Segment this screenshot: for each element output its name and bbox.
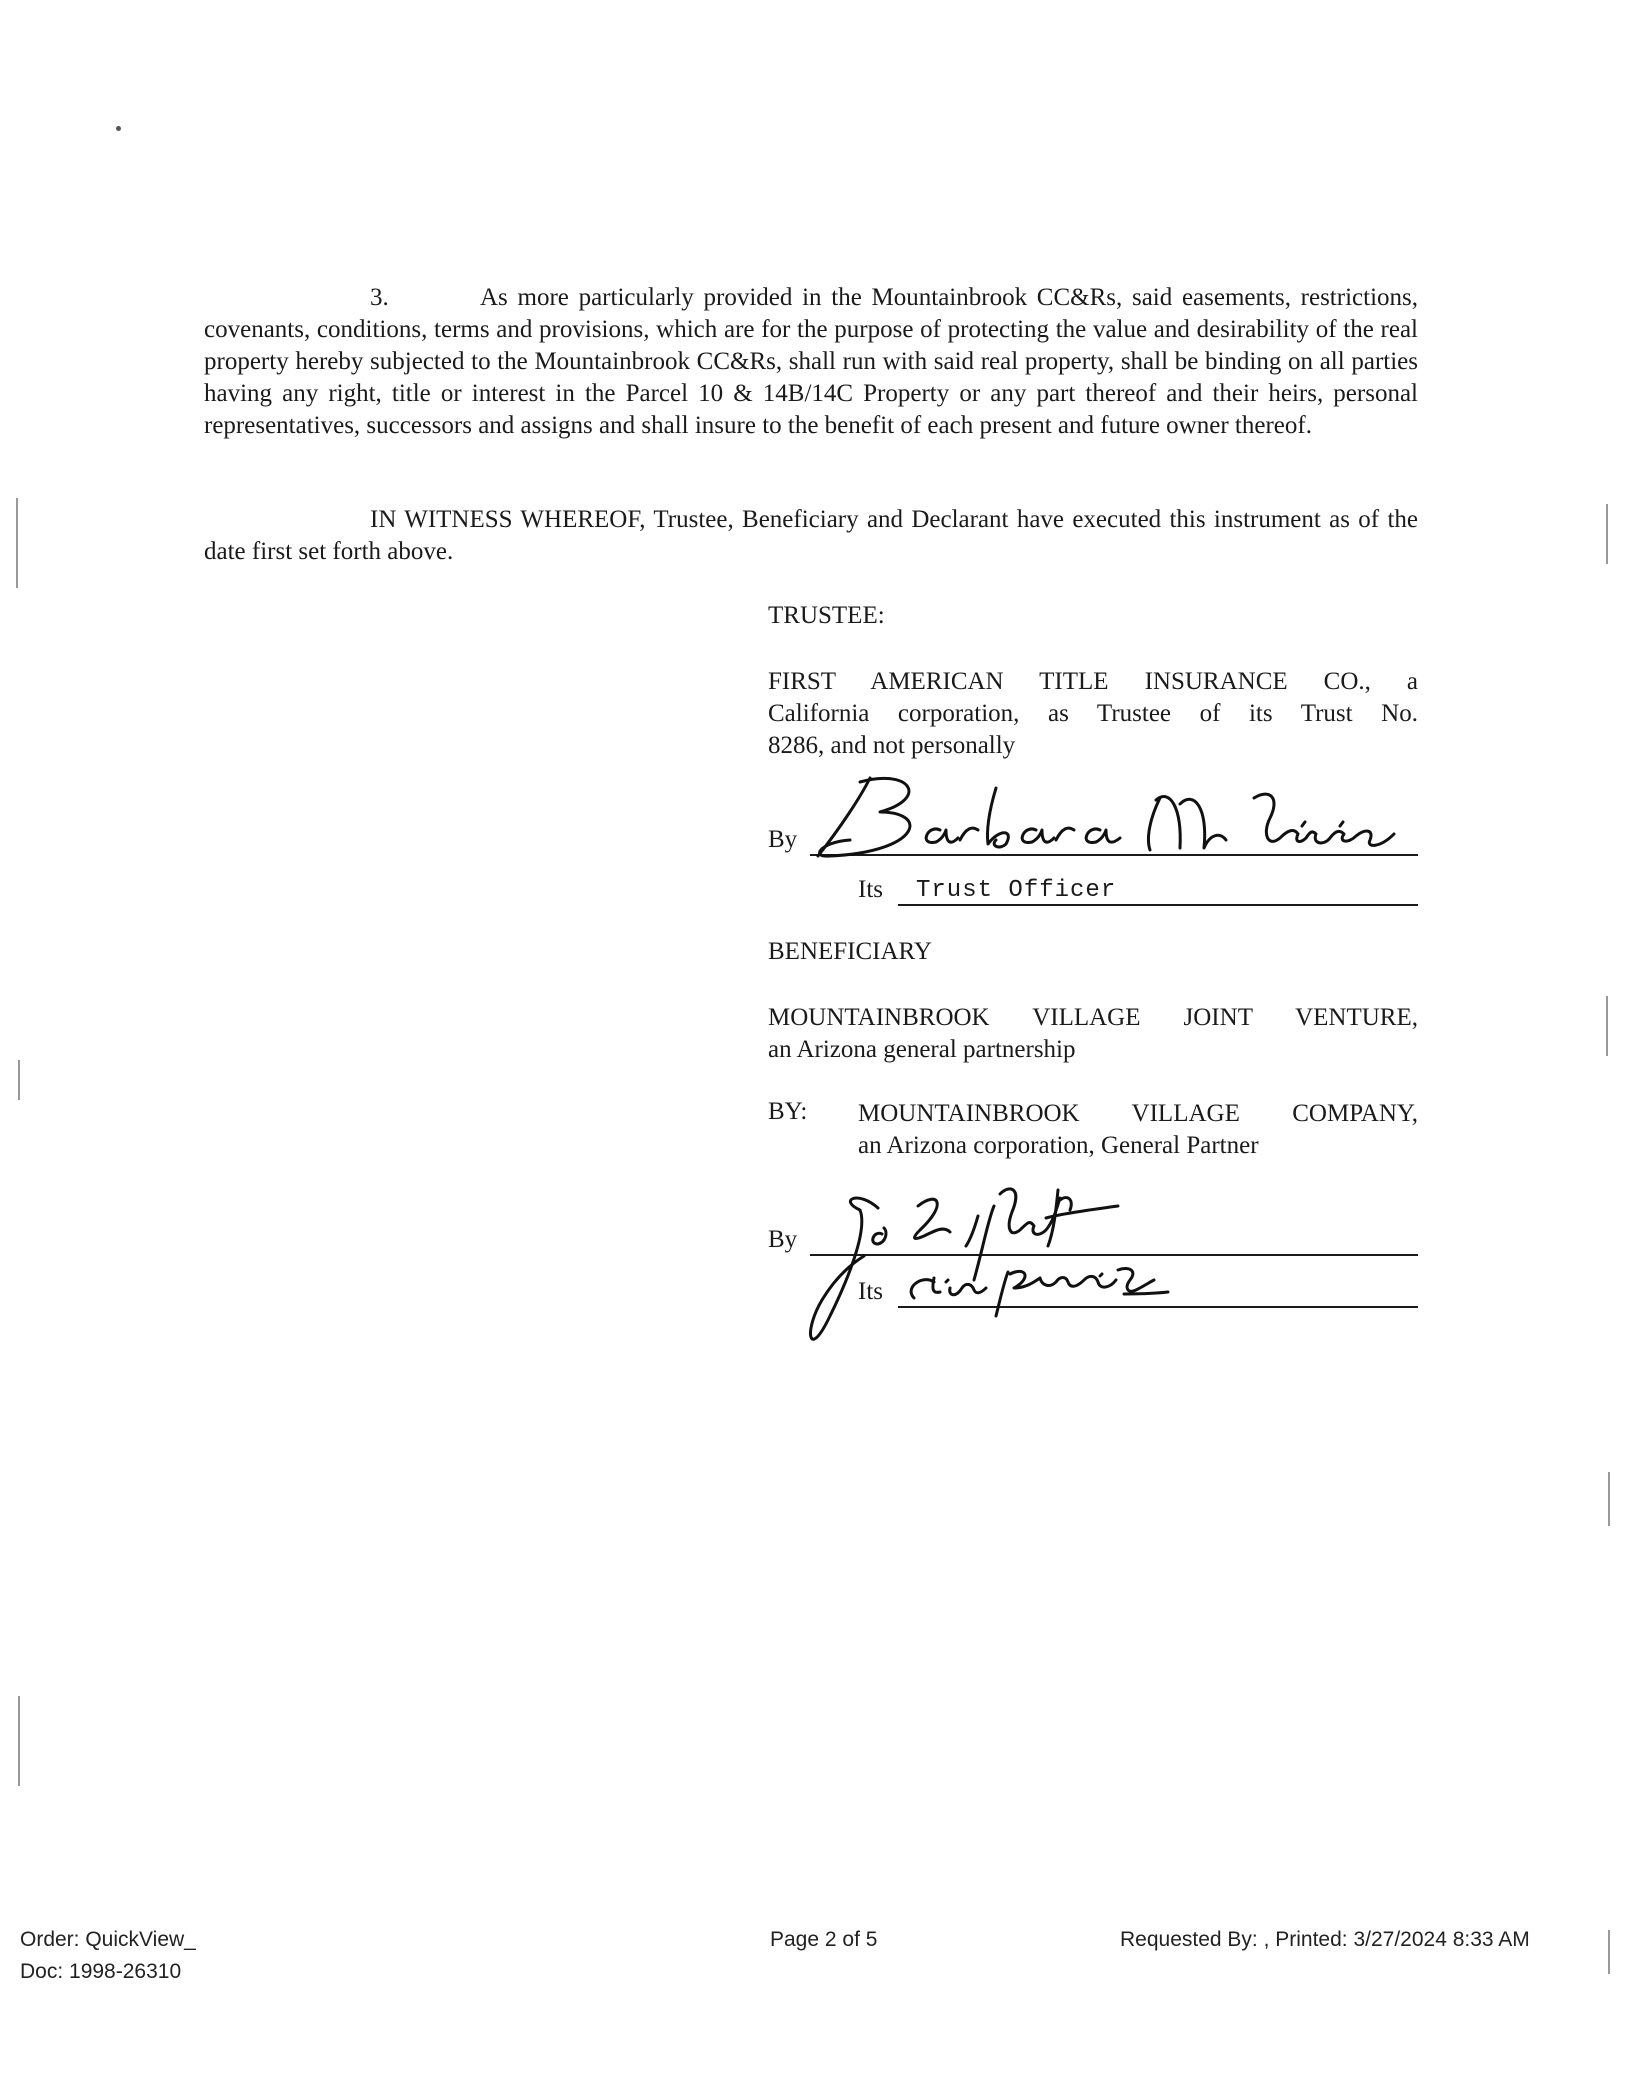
beneficiary-company: [858, 1098, 1418, 1162]
trustee-title: Trust Officer: [916, 877, 1117, 904]
footer-doc: Doc: 1998-26310: [20, 1960, 182, 1983]
company-line: an Arizona corporation, General Partner: [858, 1132, 1259, 1159]
scan-margin-mark: [18, 1696, 20, 1786]
paragraph-3-text: As more particularly provided in the Mountainbrook CC&Rs, said easements, restrictions, covenants, conditions, terms and provisions, which are for the purpose of protecting the value and desirability of the real property hereby subjected to the Mountainbrook CC&Rs, shall run with said real property, shall be binding on all parties having any right, title or interest in the Parcel 10 & 14B/14C Property or any part thereof and their heirs, personal representatives, successors and assigns and shall insure to the benefit of each present and future owner thereof.: [204, 284, 1418, 439]
trustee-its-line: [858, 868, 1418, 908]
footer-page: Page 2 of 5: [770, 1928, 878, 1951]
beneficiary-entity: [768, 1002, 1418, 1066]
trustee-entity-line: FIRST AMERICAN TITLE INSURANCE CO., a: [768, 668, 1418, 695]
scan-margin-mark: [18, 1060, 20, 1100]
beneficiary-signature: [798, 1170, 1218, 1370]
scan-margin-mark: [16, 498, 18, 588]
scan-speck: [116, 126, 121, 131]
paragraph-3: [204, 282, 1418, 442]
beneficiary-entity-line: MOUNTAINBROOK VILLAGE JOINT VENTURE,: [768, 1004, 1418, 1031]
its-label: Its: [858, 876, 883, 903]
scan-margin-mark: [1606, 504, 1608, 564]
by-label: By: [768, 1226, 798, 1253]
company-line: MOUNTAINBROOK VILLAGE COMPANY,: [858, 1100, 1418, 1127]
beneficiary-heading: BENEFICIARY: [768, 938, 932, 965]
trustee-heading: TRUSTEE:: [768, 602, 885, 629]
trustee-entity-line: California corporation, as Trustee of its Trust No.: [768, 700, 1418, 727]
beneficiary-entity-line: an Arizona general partnership: [768, 1036, 1076, 1063]
trustee-entity-line: 8286, and not personally: [768, 732, 1016, 759]
witness-text: IN WITNESS WHEREOF, Trustee, Beneficiary and Declarant have executed this instrument as of the date first set forth above.: [204, 506, 1418, 565]
scan-margin-mark: [1608, 1472, 1610, 1526]
by-colon-label: BY:: [768, 1098, 808, 1125]
its-rule: [898, 904, 1418, 906]
witness-clause: [204, 504, 1418, 568]
paragraph-number: 3.: [370, 284, 389, 311]
footer-requested: Requested By: , Printed: 3/27/2024 8:33 AM: [1120, 1928, 1530, 1951]
footer-order: Order: QuickView_: [20, 1928, 196, 1951]
scan-margin-mark: [1606, 996, 1608, 1056]
scan-margin-mark: [1608, 1930, 1610, 1974]
trustee-entity: [768, 666, 1418, 762]
its-label: Its: [858, 1278, 883, 1305]
by-label: By: [768, 826, 798, 853]
trustee-signature: [800, 768, 1420, 868]
